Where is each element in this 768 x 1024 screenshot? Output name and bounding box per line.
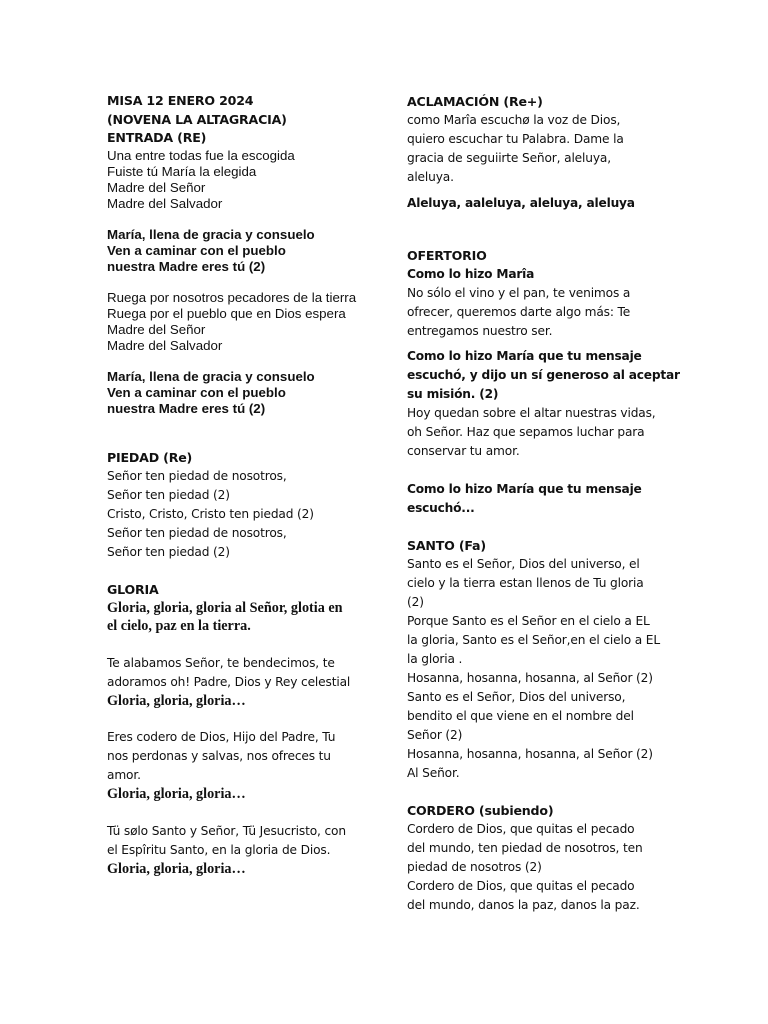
gloria-verse-1: [107, 654, 372, 711]
aclamacion-lyrics: [407, 111, 675, 187]
lyric-line: Ruega por nosotros pecadores de la tierra: [107, 289, 357, 305]
chorus-line: nuestra Madre eres tú (2): [107, 258, 266, 274]
gloria-verse-2: [107, 728, 372, 804]
santo-lyrics: [407, 555, 675, 783]
lyric-line: conservar tu amor.: [407, 444, 520, 458]
lyric-line: aleluya.: [407, 170, 454, 184]
lyric-line: entregamos nuestro ser.: [407, 324, 553, 338]
ofertorio-chorus: [407, 347, 680, 404]
section-heading-santo: SANTO (Fa): [407, 538, 486, 553]
lyric-line: Santo es el Señor, Dios del universo, el: [407, 557, 640, 571]
lyric-line: gracia de seguiirte Señor, aleluya,: [407, 151, 611, 165]
lyric-line: Madre del Señor: [107, 321, 206, 337]
section-heading-gloria: GLORIA: [107, 581, 159, 597]
lyric-line: Te alabamos Señor, te bendecimos, te: [107, 655, 335, 670]
title-line: MISA 12 ENERO 2024: [107, 93, 254, 108]
ofertorio-verse-2: [407, 404, 675, 461]
lyric-line: Hoy quedan sobre el altar nuestras vidas,: [407, 406, 656, 420]
lyric-line: Cristo, Cristo, Cristo ten piedad (2): [107, 506, 314, 521]
lyric-line: Madre del Salvador: [107, 195, 223, 211]
chorus-line: Ven a caminar con el pueblo: [107, 384, 286, 400]
entrada-chorus-2: [107, 369, 372, 417]
gloria-verse-3: [107, 822, 372, 879]
lyric-line: como Marîa escuchø la voz de Dios,: [407, 113, 621, 127]
chorus-line: Como lo hizo María que tu mensaje: [407, 349, 642, 363]
lyric-line: oh Señor. Haz que sepamos luchar para: [407, 425, 645, 439]
right-column: [407, 92, 680, 915]
chorus-line: nuestra Madre eres tú (2): [107, 400, 266, 416]
left-column: [107, 92, 372, 878]
lyric-line: Una entre todas fue la escogida: [107, 147, 295, 163]
lyric-line: Cordero de Dios, que quitas el pecado: [407, 879, 635, 893]
chorus-line: escuchó...: [407, 501, 475, 515]
lyric-line: del mundo, ten piedad de nosotros, ten: [407, 841, 643, 855]
lyric-line: Señor ten piedad (2): [107, 544, 230, 559]
piedad-lyrics: [107, 467, 372, 562]
lyric-line: Fuiste tú María la elegida: [107, 163, 257, 179]
lyric-line: Señor ten piedad (2): [107, 487, 230, 502]
refrain-line: el cielo, paz en la tierra.: [107, 618, 251, 634]
lyric-line: el Espîritu Santo, en la gloria de Dios.: [107, 842, 331, 857]
lyric-line: bendito el que viene en el nombre del: [407, 709, 634, 723]
lyric-line: Porque Santo es el Señor en el cielo a EL: [407, 614, 650, 628]
section-heading-aclamacion: ACLAMACIÓN (Re+): [407, 94, 543, 109]
gloria-refrain: [107, 599, 372, 636]
refrain-line: Gloria, gloria, gloria…: [107, 692, 246, 709]
lyric-line: Hosanna, hosanna, hosanna, al Señor (2): [407, 747, 653, 761]
section-heading-entrada: ENTRADA (RE): [107, 130, 207, 145]
lyric-line: del mundo, danos la paz, danos la paz.: [407, 898, 640, 912]
aclamacion-refrain: Aleluya, aaleluya, aleluya, aleluya: [407, 196, 635, 210]
chorus-line: Como lo hizo María que tu mensaje: [407, 482, 642, 496]
entrada-verse-1: [107, 148, 372, 212]
refrain-line: Gloria, gloria, gloria…: [107, 786, 246, 802]
lyric-line: nos perdonas y salvas, nos ofreces tu: [107, 749, 331, 763]
chorus-line: escuchó, y dijo un sí generoso al aceptar: [407, 368, 680, 382]
entrada-verse-2: [107, 290, 372, 354]
cordero-lyrics: [407, 820, 675, 915]
lyric-line: la gloria, Santo es el Señor,en el cielo a EL: [407, 633, 660, 647]
lyric-line: piedad de nosotros (2): [407, 860, 542, 874]
refrain-line: Gloria, gloria, gloria al Señor, glotia en: [107, 599, 343, 616]
lyric-line: quiero escuchar tu Palabra. Dame la: [407, 132, 624, 146]
lyric-line: No sólo el vino y el pan, te venimos a: [407, 286, 631, 300]
section-heading-cordero: CORDERO (subiendo): [407, 803, 554, 818]
lyric-line: Señor ten piedad de nosotros,: [107, 468, 287, 483]
lyric-line: ofrecer, queremos darte algo más: Te: [407, 305, 631, 319]
chorus-line: María, llena de gracia y consuelo: [107, 226, 315, 242]
lyric-line: Señor ten piedad de nosotros,: [107, 525, 287, 540]
mass-title: [107, 92, 372, 148]
title-line: (NOVENA LA ALTAGRACIA): [107, 111, 287, 127]
entrada-chorus-1: [107, 227, 372, 275]
section-heading-piedad: PIEDAD (Re): [107, 449, 193, 465]
chorus-line: Ven a caminar con el pueblo: [107, 242, 286, 258]
lyric-line: adoramos oh! Padre, Dios y Rey celestial: [107, 674, 351, 689]
section-heading-ofertorio: OFERTORIO: [407, 248, 487, 263]
lyric-line: Eres codero de Dios, Hijo del Padre, Tu: [107, 730, 336, 744]
ofertorio-end: [407, 480, 675, 518]
lyric-line: Hosanna, hosanna, hosanna, al Señor (2): [407, 671, 653, 685]
chorus-line: su misión. (2): [407, 387, 499, 401]
lyric-line: Al Señor.: [407, 766, 460, 780]
lyric-line: la gloria .: [407, 652, 463, 666]
lyric-line: Ruega por el pueblo que en Dios espera: [107, 305, 346, 321]
refrain-line: Gloria, gloria, gloria…: [107, 860, 246, 877]
lyric-line: Santo es el Señor, Dios del universo,: [407, 690, 626, 704]
lyric-line: Madre del Señor: [107, 179, 206, 195]
chorus-line: María, llena de gracia y consuelo: [107, 368, 315, 384]
lyric-line: Señor (2): [407, 728, 463, 742]
lyric-line: Tü sølo Santo y Señor, Tü Jesucristo, con: [107, 823, 346, 838]
lyric-line: cielo y la tierra estan llenos de Tu gloria: [407, 576, 644, 590]
ofertorio-verse-1: [407, 284, 675, 341]
lyric-line: (2): [407, 595, 424, 609]
ofertorio-subtitle: Como lo hizo Marîa: [407, 267, 535, 281]
lyric-line: Cordero de Dios, que quitas el pecado: [407, 822, 635, 836]
lyric-line: amor.: [107, 768, 141, 782]
lyric-line: Madre del Salvador: [107, 337, 223, 353]
